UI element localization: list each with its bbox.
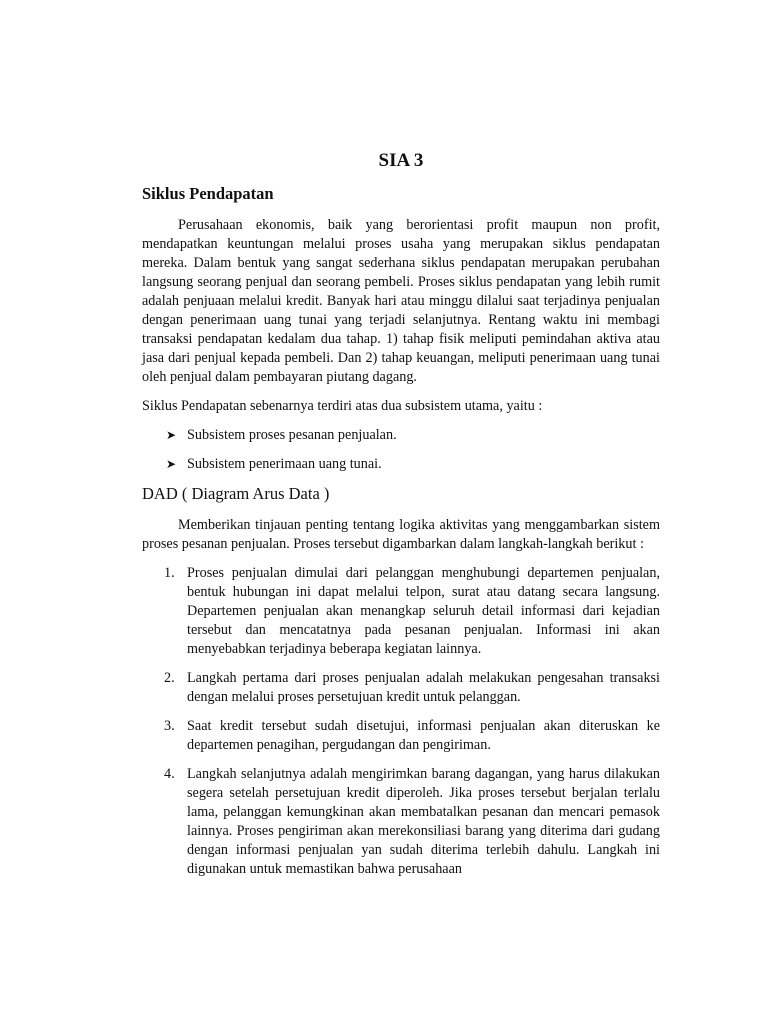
- list-item: [142, 765, 660, 879]
- step-number: 3.: [164, 718, 175, 734]
- paragraph-subsystems: Siklus Pendapatan sebenarnya terdiri atas dua subsistem utama, yaitu :: [142, 398, 543, 414]
- step-text: Langkah selanjutnya adalah mengirimkan barang dagangan, yang harus dilakukan segera setelah persetujuan kredit diperoleh. Jika proses tersebut berjalan terlalu lama, pelanggan kemungkinan akan membatalkan pesanan dan mencari pemasok lainnya. Proses pengiriman akan merekonsiliasi barang yang diterima dari gudang dengan informasi penjualan yan sudah diterima terlebih dahulu. Langkah ini digunakan untuk memastikan bahwa perusahaan: [187, 766, 660, 877]
- step-number: 1.: [164, 565, 175, 581]
- step-text: Langkah pertama dari proses penjualan adalah melakukan pengesahan transaksi dengan melalui proses persetujuan kredit untuk pelanggan.: [187, 670, 660, 705]
- step-text: Proses penjualan dimulai dari pelanggan menghubungi departemen penjualan, bentuk hubungan ini dapat melalui telpon, surat atau datang secara langsung. Departemen penjualan akan menangkap seluruh detail informasi dari kejadian tersebut dan mencatatnya pada pesanan penjualan. Informasi ini akan menyebabkan terjadinya beberapa kegiatan lainnya.: [187, 565, 660, 657]
- arrowhead-bullet-icon: ➤: [166, 428, 177, 442]
- steps-list: [142, 564, 660, 879]
- list-item: [142, 455, 660, 474]
- step-text: Saat kredit tersebut sudah disetujui, informasi penjualan akan diteruskan ke departemen penagihan, pergudangan dan pengiriman.: [187, 718, 660, 753]
- section-heading-dad: DAD ( Diagram Arus Data ): [142, 484, 330, 503]
- paragraph-intro: Perusahaan ekonomis, baik yang berorientasi profit maupun non profit, mendapatkan keuntungan melalui proses usaha yang merupakan siklus pendapatan mereka. Dalam bentuk yang sangat sederhana siklus pendapatan merupakan perubahan langsung seorang penjual dan seorang pembeli. Proses siklus pendapatan yang lebih rumit adalah penjuaan melalui kredit. Banyak hari atau minggu dilalui saat terjadinya penjualan dengan penerimaan uang tunai yang terjadi selanjutnya. Rentang waktu ini membagi transaksi pendapatan kedalam dua tahap. 1) tahap fisik meliputi pemindahan aktiva atau jasa dari penjual kepada pembeli. Dan 2) tahap keuangan, meliputi penerimaan uang tunai oleh penjual dalam pembayaran piutang dagang.: [142, 217, 660, 385]
- step-number: 4.: [164, 766, 175, 782]
- arrowhead-bullet-icon: ➤: [166, 457, 177, 471]
- subsystem-list: [142, 426, 660, 474]
- list-item: [142, 426, 660, 445]
- list-item: [142, 564, 660, 659]
- list-item-text: Subsistem proses pesanan penjualan.: [187, 427, 397, 443]
- step-number: 2.: [164, 670, 175, 686]
- paragraph-dad-intro: Memberikan tinjauan penting tentang logika aktivitas yang menggambarkan sistem proses pesanan penjualan. Proses tersebut digambarkan dalam langkah-langkah berikut :: [142, 517, 660, 552]
- section-heading-siklus-pendapatan: Siklus Pendapatan: [142, 184, 274, 203]
- list-item: [142, 669, 660, 707]
- list-item-text: Subsistem penerimaan uang tunai.: [187, 456, 382, 472]
- page-content: [142, 150, 660, 889]
- document-title: SIA 3: [378, 150, 424, 171]
- list-item: [142, 717, 660, 755]
